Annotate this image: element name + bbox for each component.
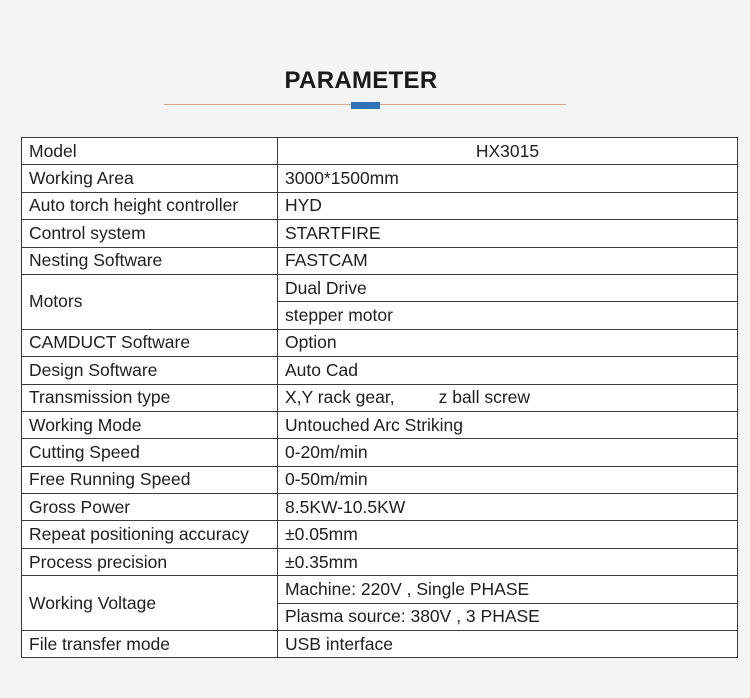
- parameter-table: [21, 137, 738, 658]
- row-value: Plasma source: 380V , 3 PHASE: [278, 603, 738, 630]
- table-row: [22, 357, 738, 384]
- table-row: [22, 384, 738, 411]
- row-value: 0-50m/min: [278, 466, 738, 493]
- row-label: File transfer mode: [22, 631, 278, 658]
- table-row: [22, 220, 738, 247]
- row-label: Auto torch height controller: [22, 192, 278, 219]
- row-value: stepper motor: [278, 302, 738, 329]
- table-row: [22, 548, 738, 575]
- row-label: Gross Power: [22, 494, 278, 521]
- row-value-part: X,Y rack gear,: [285, 387, 395, 408]
- row-value: Dual Drive: [278, 274, 738, 301]
- row-label: Free Running Speed: [22, 466, 278, 493]
- table-row: [22, 576, 738, 603]
- row-value: Untouched Arc Striking: [278, 411, 738, 438]
- table-row: [22, 247, 738, 274]
- row-value: 3000*1500mm: [278, 165, 738, 192]
- row-label: Motors: [22, 274, 278, 329]
- row-value-part: z ball screw: [438, 387, 531, 408]
- title-divider-accent: [351, 102, 380, 109]
- table-row: [22, 329, 738, 356]
- table-row: [22, 165, 738, 192]
- row-value: 0-20m/min: [278, 439, 738, 466]
- row-label: Process precision: [22, 548, 278, 575]
- table-row: [22, 631, 738, 658]
- row-value: Auto Cad: [278, 357, 738, 384]
- row-value: FASTCAM: [278, 247, 738, 274]
- row-label: Repeat positioning accuracy: [22, 521, 278, 548]
- row-label: Working Area: [22, 165, 278, 192]
- table-row: [22, 466, 738, 493]
- page-title: PARAMETER: [284, 67, 438, 94]
- row-value: Machine: 220V , Single PHASE: [278, 576, 738, 603]
- table-row: [22, 411, 738, 438]
- table-row: [22, 138, 738, 165]
- row-label: Model: [22, 138, 278, 165]
- row-value: USB interface: [278, 631, 738, 658]
- table-row: [22, 192, 738, 219]
- row-label: Working Mode: [22, 411, 278, 438]
- row-label: Cutting Speed: [22, 439, 278, 466]
- row-label: CAMDUCT Software: [22, 329, 278, 356]
- row-value: ±0.05mm: [278, 521, 738, 548]
- table-row: [22, 439, 738, 466]
- row-label: Transmission type: [22, 384, 278, 411]
- row-label: Control system: [22, 220, 278, 247]
- table-row: [22, 521, 738, 548]
- row-value: HYD: [278, 192, 738, 219]
- row-value: [278, 384, 738, 411]
- row-label: Working Voltage: [22, 576, 278, 631]
- row-value: Option: [278, 329, 738, 356]
- row-value: HX3015: [278, 138, 738, 165]
- row-label: Nesting Software: [22, 247, 278, 274]
- row-value: ±0.35mm: [278, 548, 738, 575]
- row-label: Design Software: [22, 357, 278, 384]
- table-row: [22, 274, 738, 301]
- table-row: [22, 494, 738, 521]
- row-value: STARTFIRE: [278, 220, 738, 247]
- row-value: 8.5KW-10.5KW: [278, 494, 738, 521]
